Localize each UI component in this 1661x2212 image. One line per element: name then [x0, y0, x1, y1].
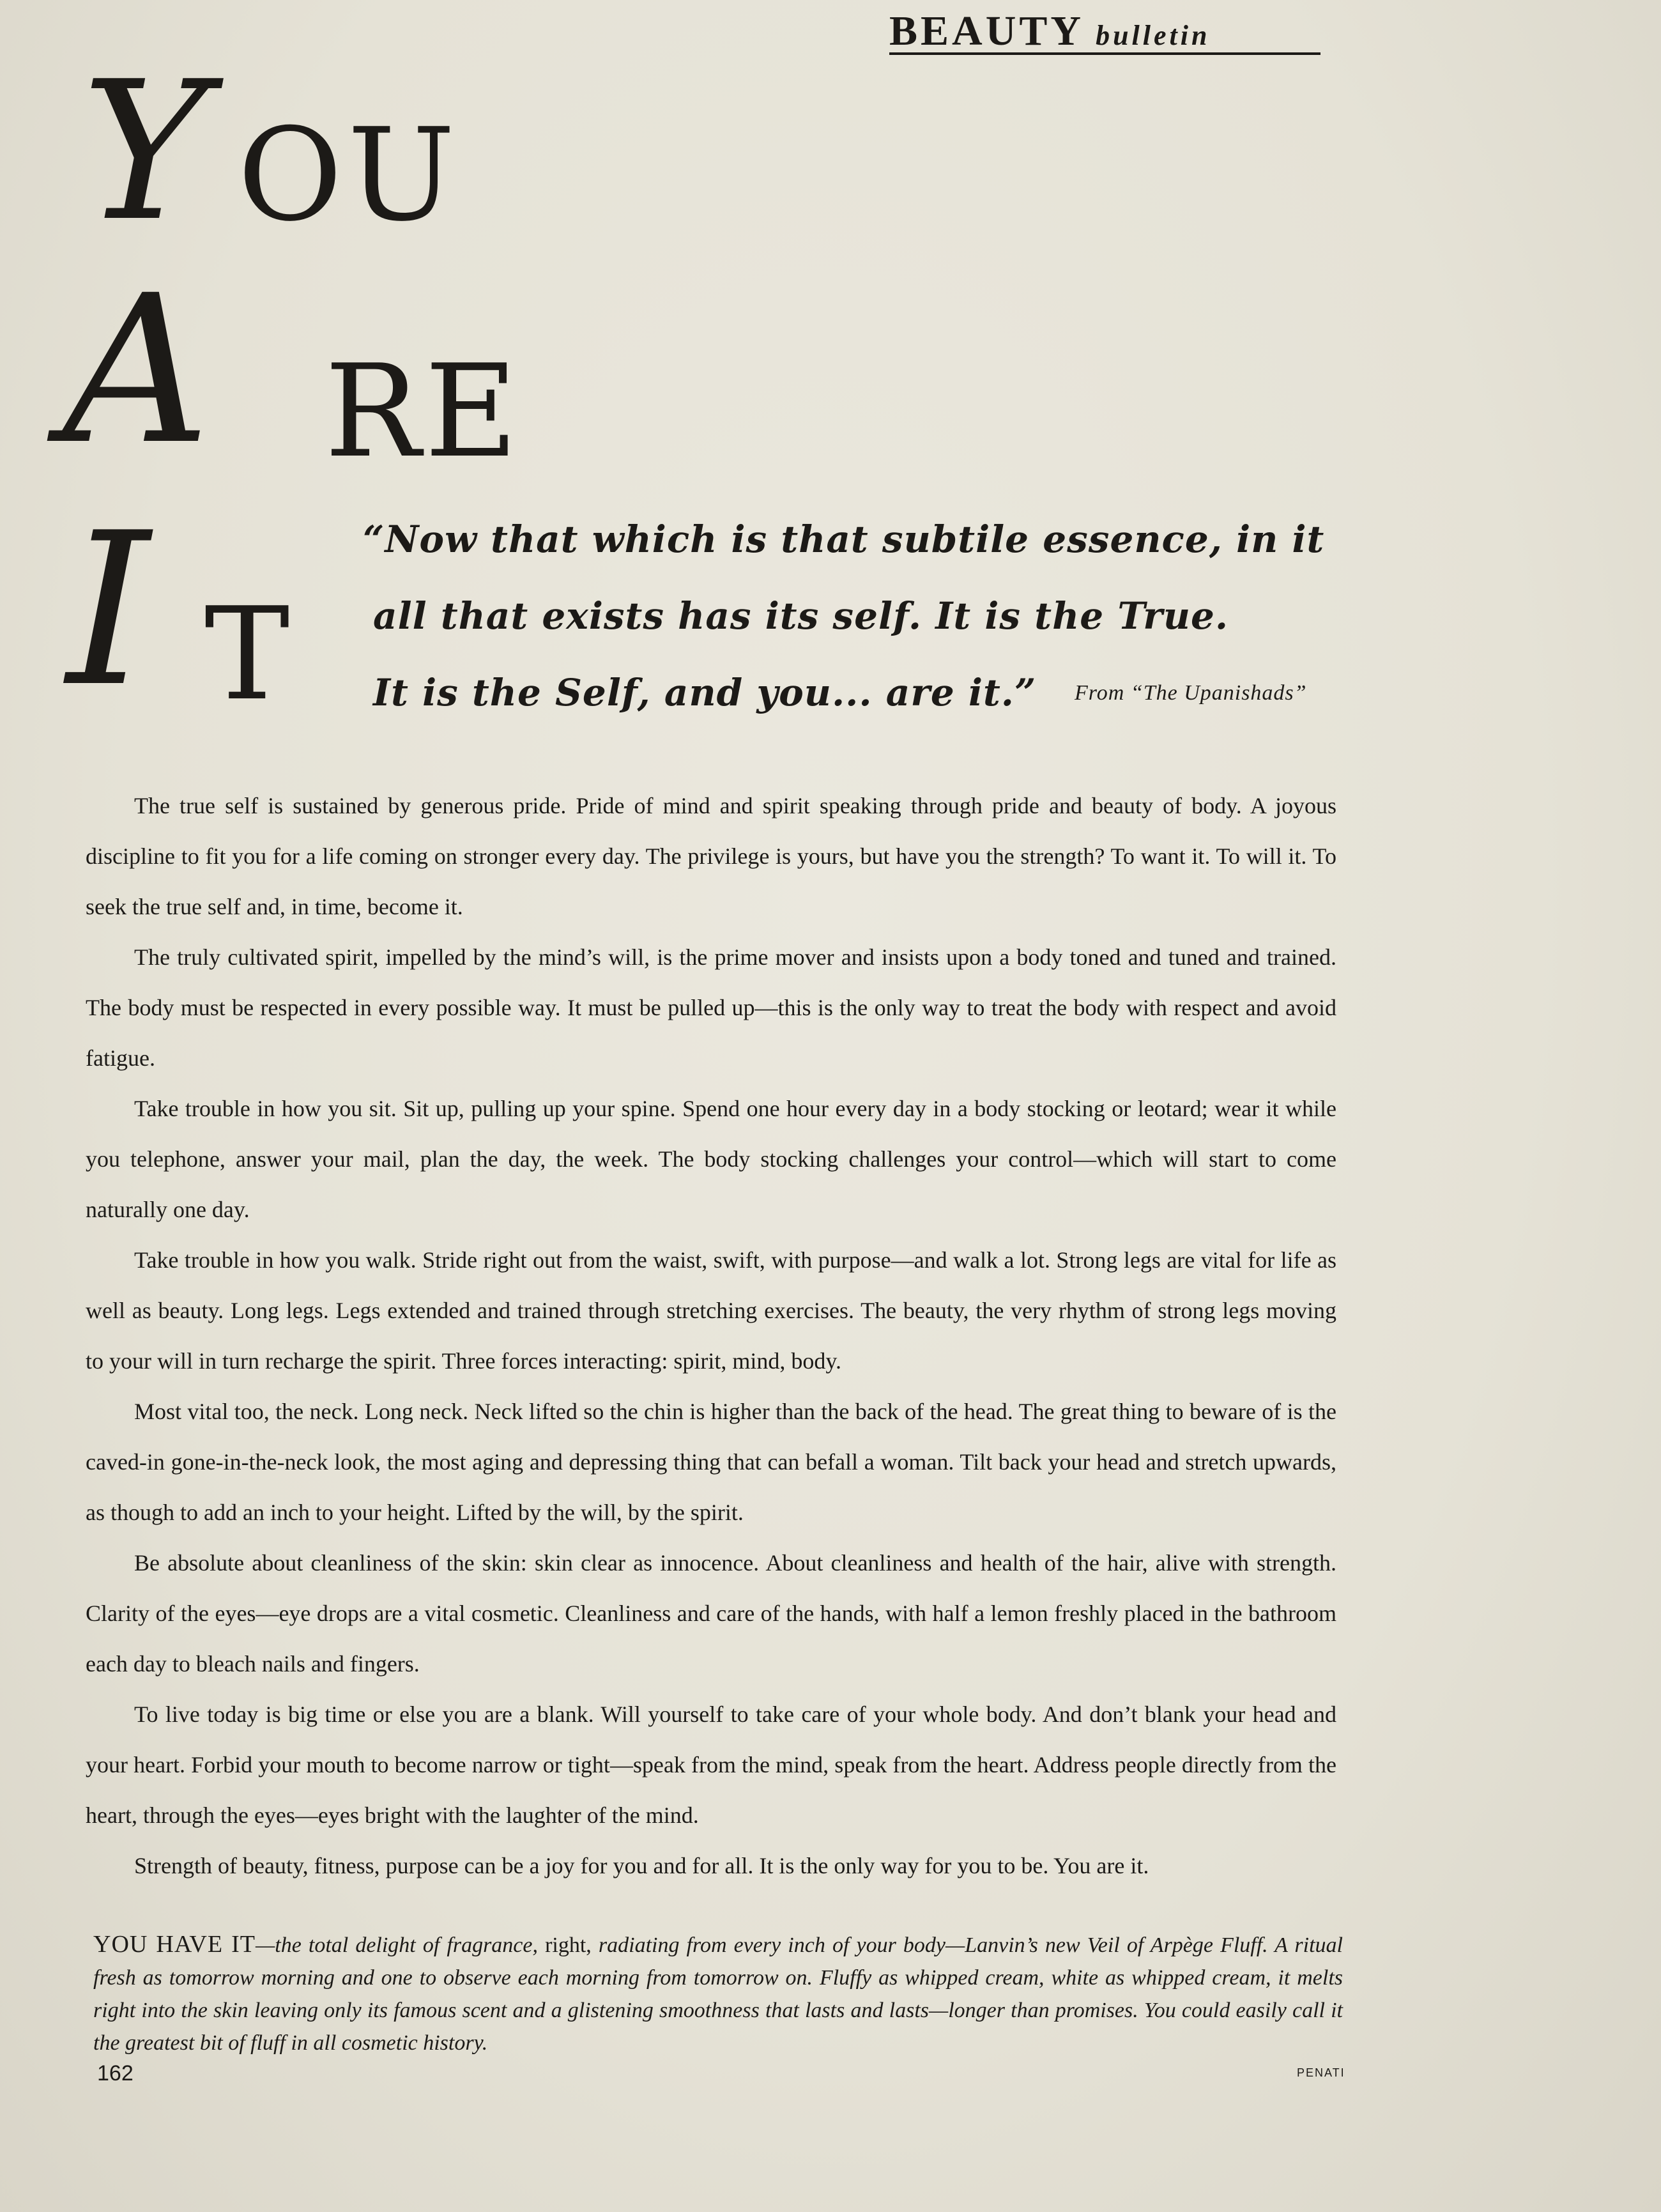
section-header — [889, 10, 1320, 55]
article-body — [86, 781, 1336, 1891]
body-paragraph: The truly cultivated spirit, impelled by the mind’s will, is the prime mover and insists upon a body toned and tuned and trained. The body must be respected in every possible way. It must be pulled up—this is the only way to treat the body with respect and avoid fatigue. — [86, 944, 1336, 1071]
body-paragraph: The true self is sustained by generous pride. Pride of mind and spirit speaking through pride and beauty of body. A joyous discipline to fit you for a life coming on stronger every day. The privilege is yours, but have you the strength? To want it. To will it. To seek the true self and, in time, become it. — [86, 793, 1336, 919]
body-paragraph: Most vital too, the neck. Long neck. Neck lifted so the chin is higher than the back of the head. The great thing to beware of is the caved-in gone-in-the-neck look, the most aging and depressing thing that can befall a woman. Tilt back your head and stretch upwards, as though to add an inch to your height. Lifted by the will, by the spirit. — [86, 1399, 1336, 1525]
photo-credit: PENATI — [1297, 2066, 1345, 2079]
quote-line: all that exists has its self. It is the True. — [373, 594, 1229, 638]
title-it-initial: I — [66, 488, 150, 733]
title-it-rest: T — [204, 580, 290, 729]
body-paragraph: Take trouble in how you walk. Stride right out from the waist, swift, with purpose—and walk a lot. Strong legs are vital for life as well as beauty. Long legs. Legs extended and trained through stretching exercises. The beauty, the very rhythm of strong legs moving to your will in turn recharge the spirit. Three forces interacting: spirit, mind, body. — [86, 1247, 1336, 1374]
body-paragraph: Strength of beauty, fitness, purpose can be a joy for you and for all. It is the only way for you to be. You are it. — [134, 1853, 1149, 1878]
product-blurb-text: radiating from every inch of your body—Lanvin’s new Veil of Arpège Fluff. A ritual fresh as tomorrow morning and one to observe each morning from tomorrow on. Fluffy as whipped cream, white as whipped cream, it melts right into the skin leaving only its famous scent and a glistening smoothness that lasts and lasts—longer than promises. You could easily call it the greatest bit of fluff in all cosmetic history. — [93, 1933, 1343, 2055]
body-paragraph: Take trouble in how you sit. Sit up, pulling up your spine. Spend one hour every day in a body stocking or leotard; wear it while you telephone, answer your mail, plan the day, the week. The body stocking challenges your control—which will start to come naturally one day. — [86, 1096, 1336, 1222]
title-you-rest: OU — [238, 101, 461, 250]
quote-line: “Now that which is that subtile essence, in it — [363, 518, 1325, 561]
title-you-initial: Y — [82, 40, 206, 263]
quote-line: It is the Self, and you... are it.” — [373, 671, 1037, 714]
product-blurb-lead: YOU HAVE IT — [93, 1931, 256, 1958]
title-are-rest: RE — [325, 337, 522, 486]
product-blurb — [93, 1928, 1343, 2059]
title-are-initial: A — [63, 252, 211, 489]
body-paragraph: To live today is big time or else you are a blank. Will yourself to take care of your whole body. And don’t blank your head and your heart. Forbid your mouth to become narrow or tight—speak from the mind, speak from the heart. Address people directly from the heart, through the eyes—eyes bright with the laughter of the mind. — [86, 1701, 1336, 1828]
section-subtitle: bulletin — [1096, 20, 1211, 51]
body-paragraph: Be absolute about cleanliness of the skin: skin clear as innocence. About cleanliness and health of the hair, alive with strength. Clarity of the eyes—eye drops are a vital cosmetic. Cleanliness and care of the hands, with half a lemon freshly placed in the bathroom each day to bleach nails and fingers. — [86, 1550, 1336, 1677]
quote-attribution: From “The Upanishads” — [1075, 681, 1307, 705]
product-blurb-text: —the total delight of fragrance, — [256, 1933, 546, 1957]
section-title: BEAUTY — [889, 8, 1085, 54]
page-number: 162 — [97, 2061, 134, 2085]
product-blurb-text: right, — [545, 1933, 599, 1957]
